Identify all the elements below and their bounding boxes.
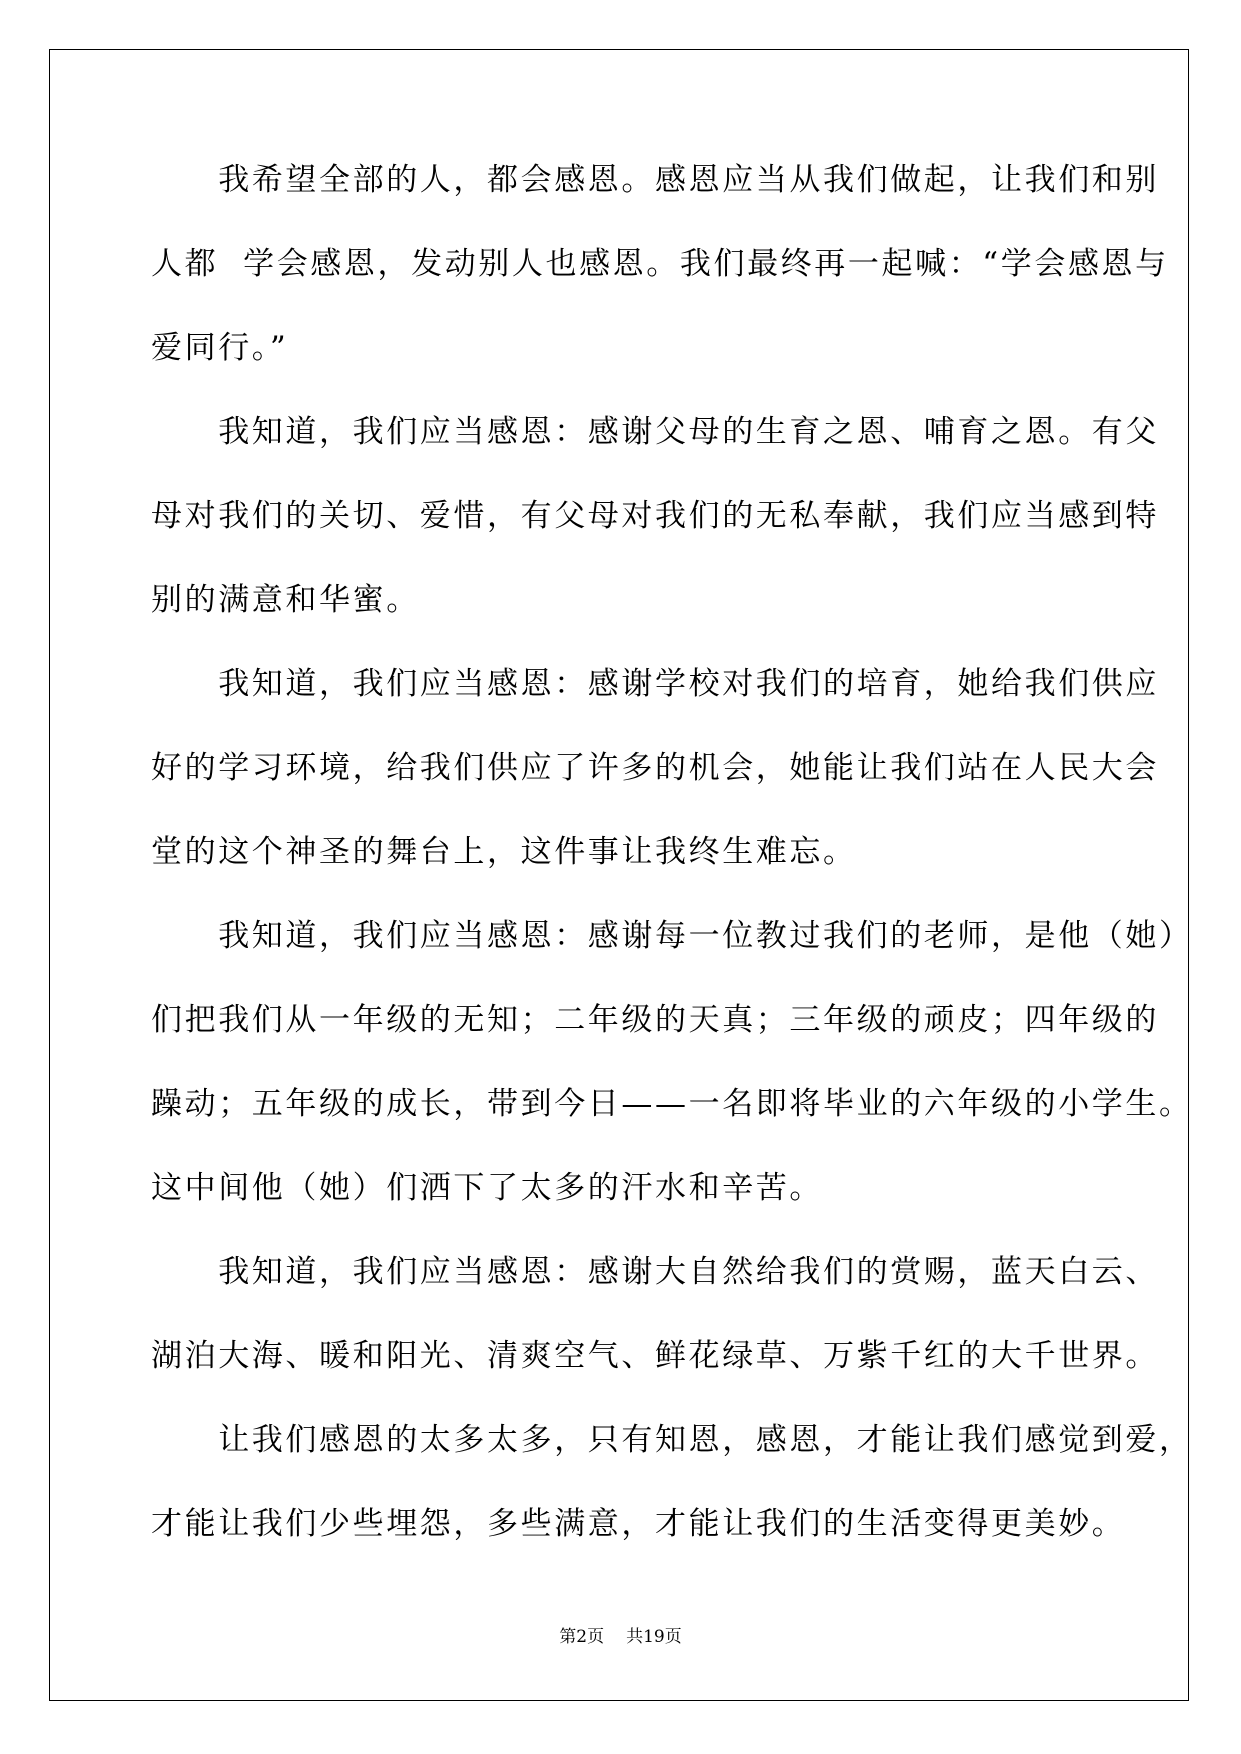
text-line: 人都 学会感恩，发动别人也感恩。我们最终再一起喊：“学会感恩与 bbox=[151, 246, 1169, 282]
text-line: 躁动；五年级的成长，带到今日——一名即将毕业的六年级的小学生。 bbox=[151, 1086, 1193, 1122]
text-line: 我知道，我们应当感恩：感谢每一位教过我们的老师，是他（她） bbox=[151, 918, 1193, 954]
page-footer bbox=[0, 1626, 1241, 1648]
text-line: 我知道，我们应当感恩：感谢大自然给我们的赏赐，蓝天白云、 bbox=[151, 1254, 1159, 1290]
text-line: 湖泊大海、暖和阳光、清爽空气、鲜花绿草、万紫千红的大千世界。 bbox=[151, 1338, 1159, 1374]
text-line: 才能让我们少些埋怨，多些满意，才能让我们的生活变得更美妙。 bbox=[151, 1506, 1126, 1542]
page-number-total: 共19页 bbox=[626, 1627, 682, 1647]
text-line: 好的学习环境，给我们供应了许多的机会，她能让我们站在人民大会 bbox=[151, 750, 1159, 786]
text-line: 我知道，我们应当感恩：感谢学校对我们的培育，她给我们供应 bbox=[151, 666, 1159, 702]
text-line: 我希望全部的人，都会感恩。感恩应当从我们做起，让我们和别 bbox=[151, 162, 1159, 198]
text-line: 我知道，我们应当感恩：感谢父母的生育之恩、哺育之恩。有父 bbox=[151, 414, 1159, 450]
text-line: 母对我们的关切、爱惜，有父母对我们的无私奉献，我们应当感到特 bbox=[151, 498, 1159, 534]
text-line: 爱同行。” bbox=[151, 330, 289, 366]
text-line: 们把我们从一年级的无知；二年级的天真；三年级的顽皮；四年级的 bbox=[151, 1002, 1159, 1038]
text-line: 别的满意和华蜜。 bbox=[151, 582, 420, 618]
text-line: 堂的这个神圣的舞台上，这件事让我终生难忘。 bbox=[151, 834, 857, 870]
page-number-current: 第2页 bbox=[559, 1627, 605, 1647]
text-line: 让我们感恩的太多太多，只有知恩，感恩，才能让我们感觉到爱， bbox=[151, 1422, 1193, 1458]
text-line: 这中间他（她）们洒下了太多的汗水和辛苦。 bbox=[151, 1170, 823, 1206]
